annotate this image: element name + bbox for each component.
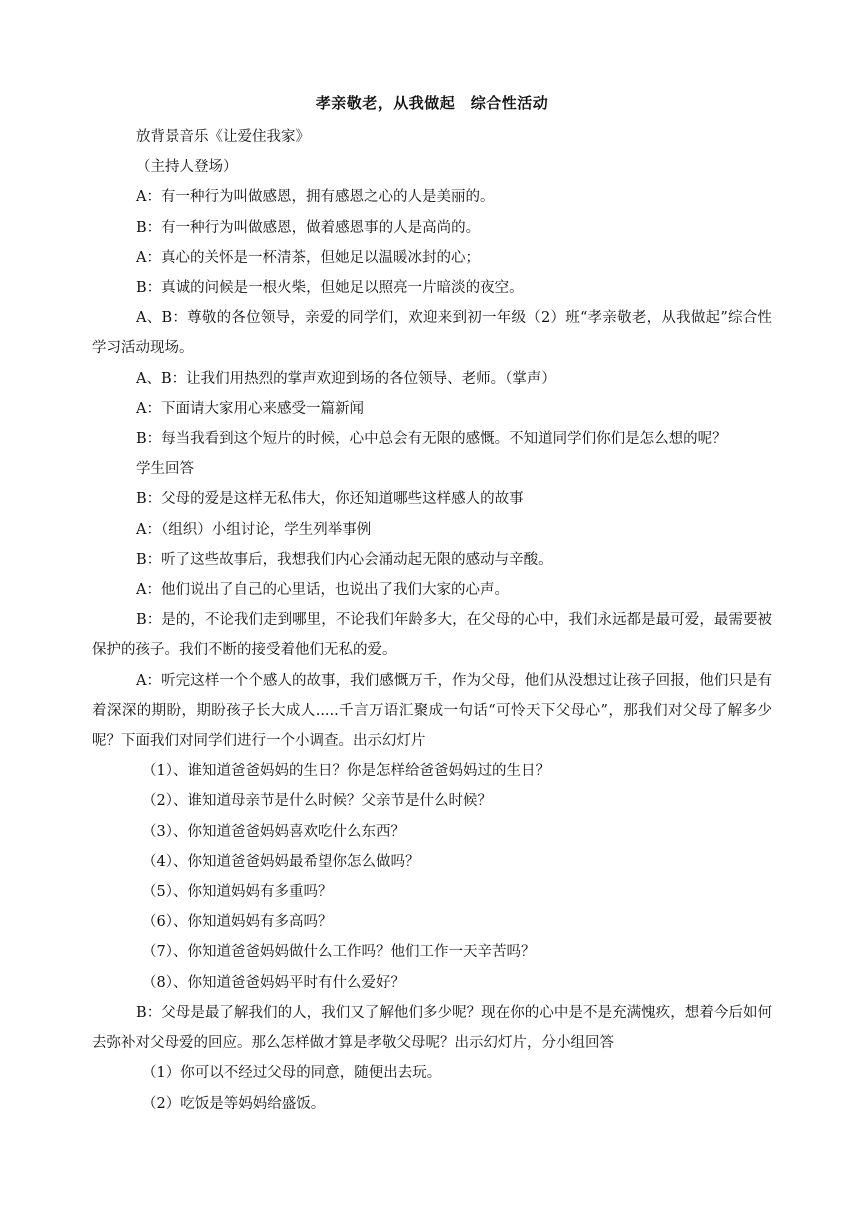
paragraph: A：真心的关怀是一杯清茶，但她足以温暖冰封的心；	[136, 249, 480, 266]
paragraph: B：听了这些故事后，我想我们内心会涌动起无限的感动与辛酸。	[136, 551, 553, 568]
paragraph: A：听完这样一个个感人的故事，我们感慨万千，作为父母，他们从没想过让孩子回报，他们只是有着深深的期盼，期盼孩子长大成人.....千言万语汇聚成一句话“可怜天下父母心”，那我们对父母了解多少呢？下面我们对同学们进行一个小调查。出示幻灯片	[92, 672, 772, 750]
paragraph: A：有一种行为叫做感恩，拥有感恩之心的人是美丽的。	[136, 189, 495, 206]
paragraph: B：父母的爱是这样无私伟大，你还知道哪些这样感人的故事	[136, 491, 524, 508]
survey-question: （1）、谁知道爸爸妈妈的生日？你是怎样给爸爸妈妈过的生日？	[142, 763, 550, 780]
answer-option: （2）吃饭是等妈妈给盛饭。	[142, 1095, 326, 1112]
paragraph: A、B：尊敬的各位领导，亲爱的同学们，欢迎来到初一年级（2）班“孝亲敬老，从我做起”综合性学习活动现场。	[92, 310, 772, 357]
document-body	[92, 92, 772, 1119]
paragraph: B：是的，不论我们走到哪里，不论我们年龄多大，在父母的心中，我们永远都是最可爱，最需要被保护的孩子。我们不断的接受着他们无私的爱。	[92, 612, 772, 659]
answer-option: （1）你可以不经过父母的同意，随便出去玩。	[142, 1065, 442, 1082]
paragraph: （主持人登场）	[136, 159, 238, 176]
paragraph: A：下面请大家用心来感受一篇新闻	[136, 400, 364, 417]
paragraph: B：每当我看到这个短片的时候，心中总会有无限的感慨。不知道同学们你们是怎么想的呢？	[136, 431, 727, 448]
paragraph: A、B：让我们用热烈的掌声欢迎到场的各位领导、老师。（掌声）	[136, 370, 556, 387]
paragraph: B：有一种行为叫做感恩，做着感恩事的人是高尚的。	[136, 219, 481, 236]
paragraph: B：真诚的问候是一根火柴，但她足以照亮一片暗淡的夜空。	[136, 280, 524, 297]
document-title: 孝亲敬老，从我做起 综合性活动	[315, 94, 549, 112]
paragraph: B：父母是最了解我们的人，我们又了解他们多少呢？现在你的心中是不是充满愧疚，想着今后如何去弥补对父母爱的回应。那么怎样做才算是孝敬父母呢？出示幻灯片，分小组回答	[92, 1004, 772, 1052]
survey-question: （4）、你知道爸爸妈妈最希望你怎么做吗？	[142, 853, 420, 870]
survey-question: （6）、你知道妈妈有多高吗？	[142, 914, 333, 931]
survey-question: （7）、你知道爸爸妈妈做什么工作吗？他们工作一天辛苦吗？	[142, 944, 536, 961]
survey-question: （3）、你知道爸爸妈妈喜欢吃什么东西？	[142, 823, 405, 840]
paragraph: 放背景音乐《让爱住我家》	[136, 129, 310, 145]
survey-question: （5）、你知道妈妈有多重吗？	[142, 884, 333, 901]
paragraph: A：他们说出了自己的心里话，也说出了我们大家的心声。	[136, 582, 509, 599]
survey-question: （8）、你知道爸爸妈妈平时有什么爱好？	[142, 974, 405, 991]
paragraph: 学生回答	[136, 461, 194, 478]
paragraph: A：（组织）小组讨论，学生列举事例	[136, 521, 372, 538]
survey-question: （2）、谁知道母亲节是什么时候？父亲节是什么时候？	[142, 793, 492, 810]
